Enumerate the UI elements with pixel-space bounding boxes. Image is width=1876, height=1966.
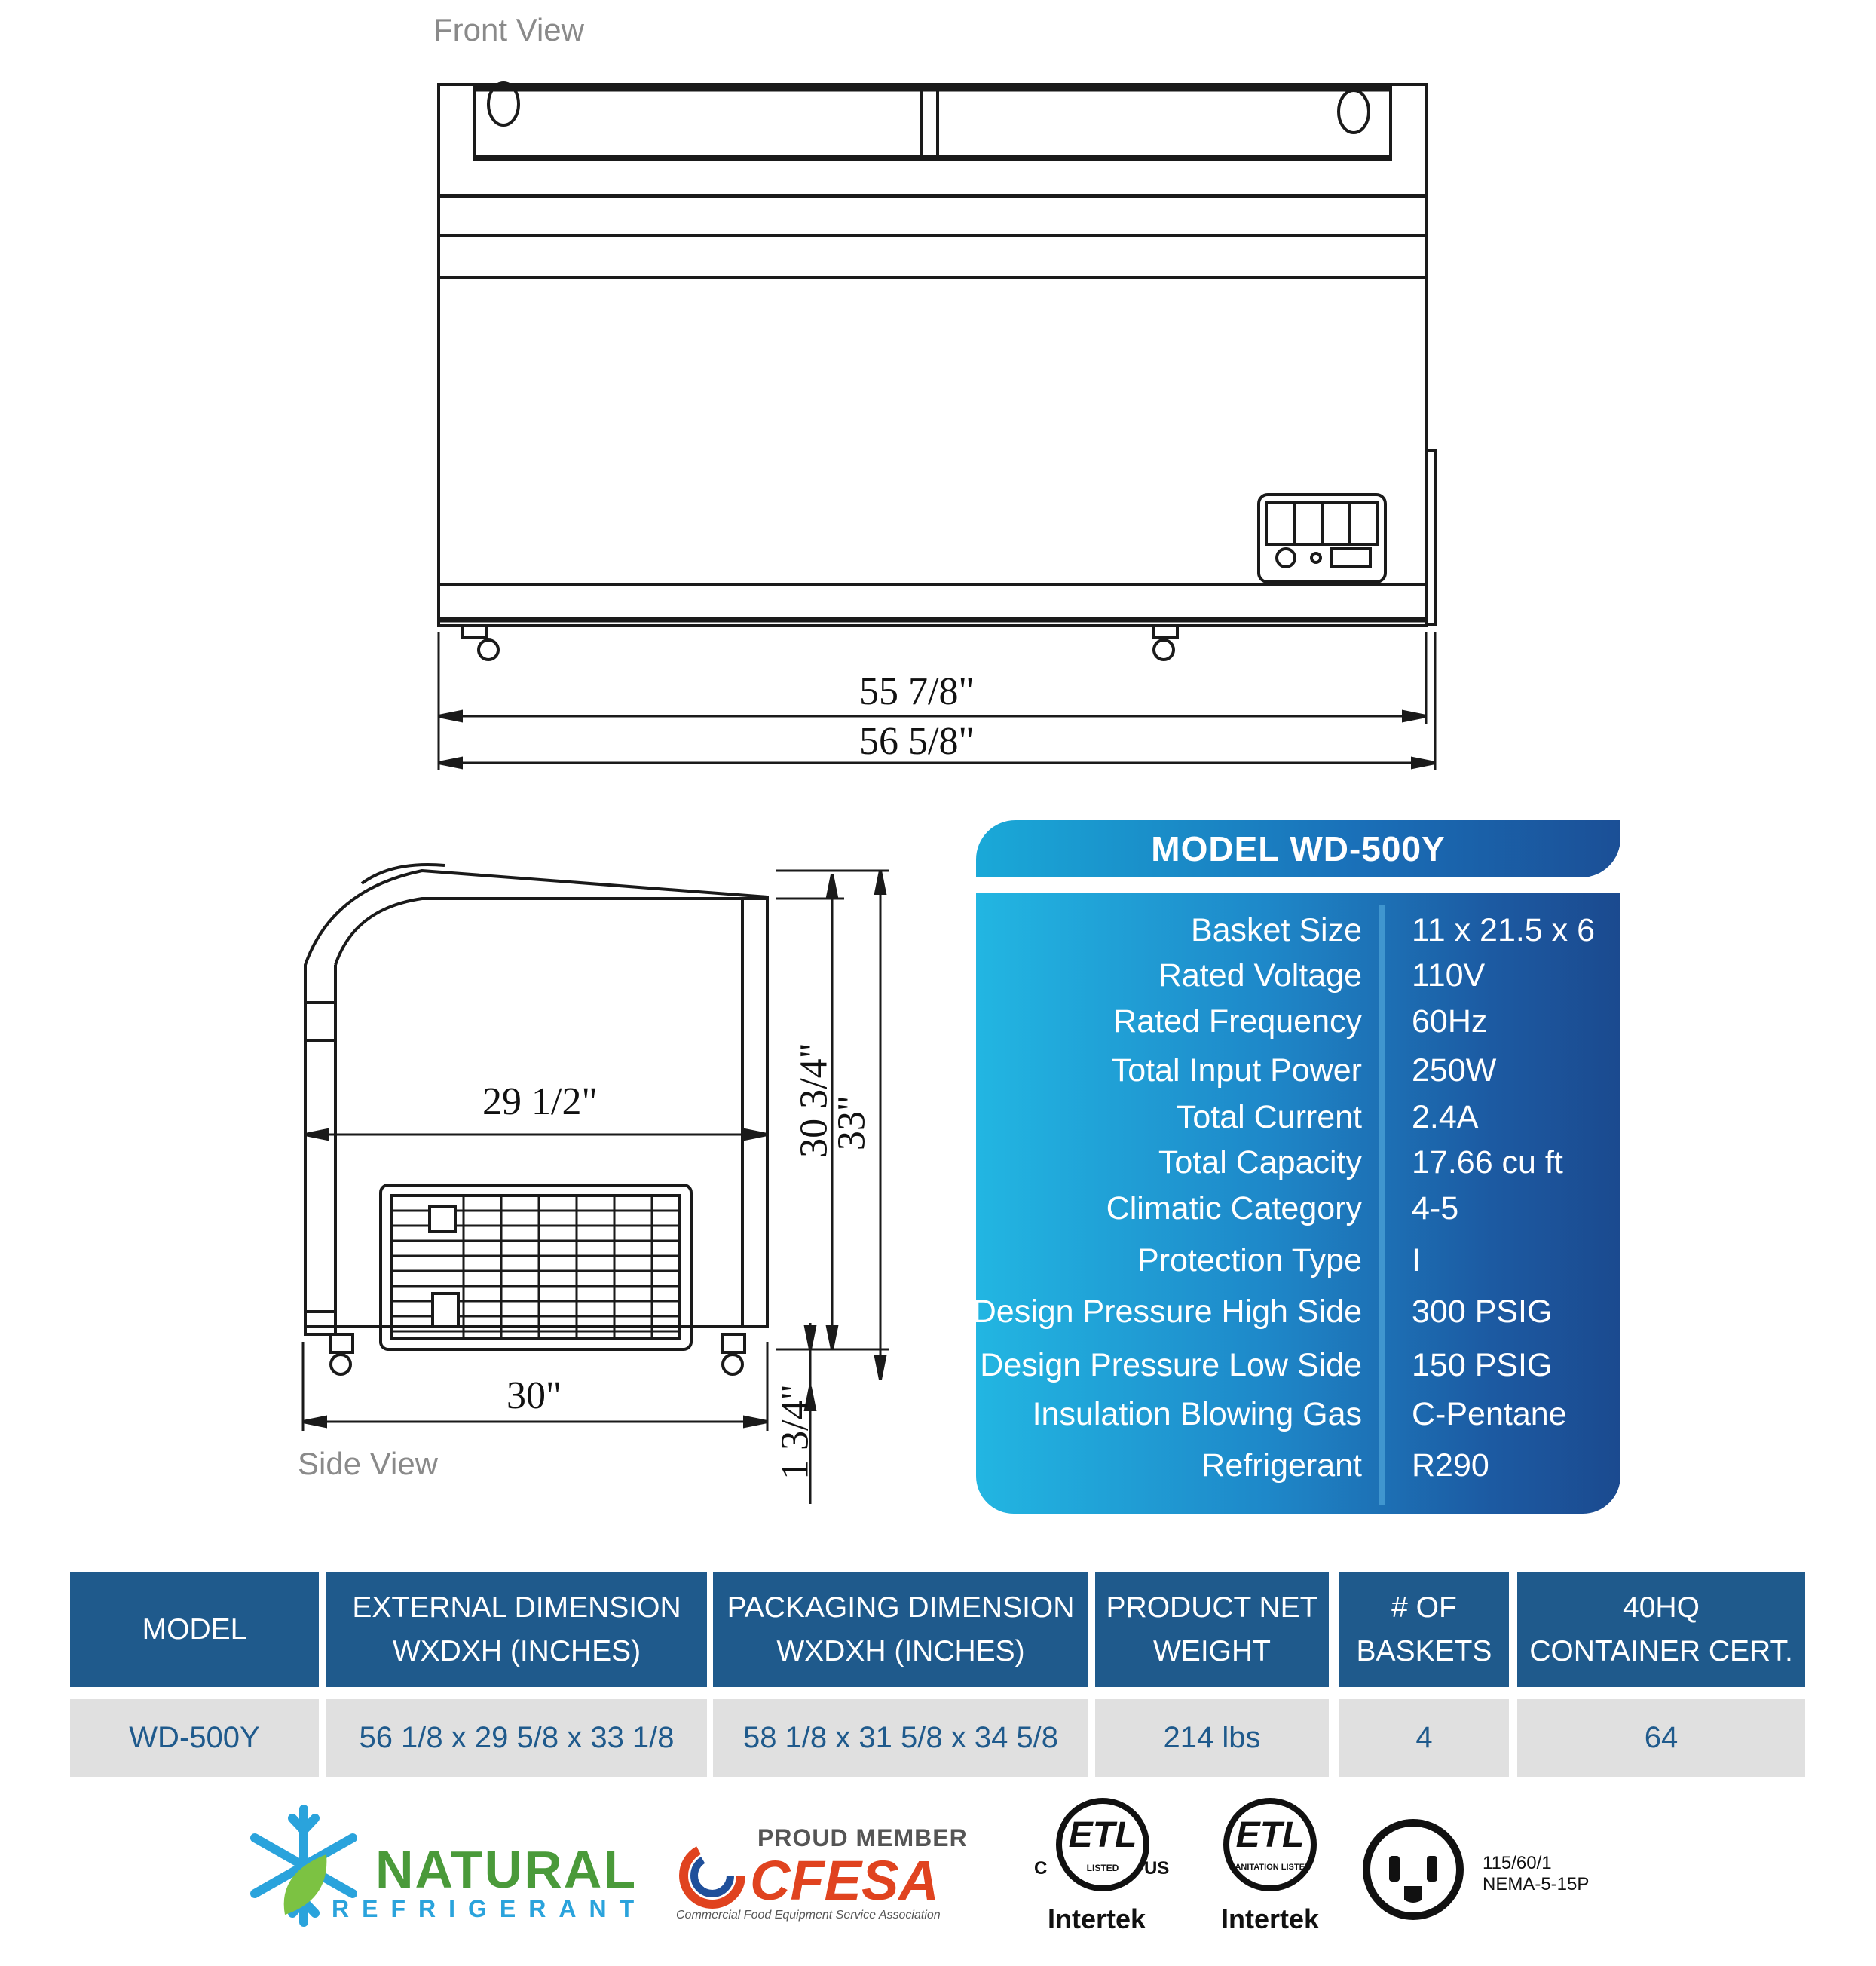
- spec-value: I: [1412, 1242, 1421, 1279]
- outlet-icon: [1360, 1817, 1466, 1922]
- side-view-label: Side View: [298, 1446, 439, 1481]
- etl-sanitation-mark-text: ETL: [1235, 1815, 1305, 1855]
- front-inner-width-label: 55 7/8": [859, 670, 975, 713]
- table-header-external: [326, 1572, 707, 1687]
- plug-rating-text: 115/60/1: [1483, 1853, 1552, 1873]
- front-view-label: Front View: [433, 12, 584, 47]
- spec-value: R290: [1412, 1447, 1489, 1484]
- spec-label: Total Capacity: [1158, 1144, 1362, 1181]
- spec-label: Basket Size: [1190, 912, 1362, 948]
- spec-row: [972, 1294, 1620, 1339]
- side-height-inner-label: 30 3/4": [792, 1043, 836, 1158]
- nema-plug-logo: [1360, 1817, 1617, 1930]
- table-header-text: BASKETS: [1356, 1635, 1492, 1667]
- table-header-text: WEIGHT: [1153, 1635, 1271, 1667]
- spec-row: [976, 1242, 1620, 1288]
- table-header-model: [70, 1572, 319, 1687]
- table-header-text: WXDXH (INCHES): [776, 1635, 1025, 1667]
- spec-title: MODEL WD-500Y: [1151, 829, 1446, 868]
- spec-row: [976, 1447, 1620, 1493]
- spec-label: Total Current: [1176, 1099, 1362, 1135]
- spec-value: 4-5: [1412, 1190, 1459, 1226]
- spec-label: Total Input Power: [1111, 1052, 1362, 1089]
- spec-row: [976, 957, 1620, 1003]
- table-header-text: CONTAINER CERT.: [1529, 1635, 1793, 1667]
- spec-row: [976, 1052, 1620, 1098]
- spec-label: Climatic Category: [1106, 1190, 1362, 1226]
- spec-panel: [972, 893, 1620, 1514]
- cfesa-main-text: CFESA: [750, 1849, 939, 1912]
- table-cell-model: WD-500Y: [70, 1699, 319, 1777]
- natural-text: NATURAL: [375, 1840, 638, 1899]
- natural-refrigerant-logo: [240, 1802, 647, 1930]
- etl-c-text: C: [1034, 1858, 1048, 1879]
- spec-label: Refrigerant: [1201, 1447, 1362, 1484]
- spec-row: [976, 912, 1620, 957]
- spec-row: [976, 1347, 1620, 1392]
- table-cell-baskets: 4: [1339, 1699, 1509, 1777]
- spec-value: 150 PSIG: [1412, 1347, 1553, 1383]
- spec-row: [976, 1396, 1620, 1441]
- spec-panel-header: [976, 820, 1620, 877]
- cfesa-swirl-icon: [675, 1838, 750, 1913]
- table-cell-external: 56 1/8 x 29 5/8 x 33 1/8: [326, 1699, 707, 1777]
- spec-value: 110V: [1412, 957, 1486, 994]
- table-header-text: EXTERNAL DIMENSION: [352, 1591, 681, 1624]
- spec-value: 2.4A: [1412, 1099, 1479, 1135]
- intertek-text: Intertek: [1221, 1903, 1320, 1934]
- front-view-drawing: [439, 83, 1435, 770]
- spec-row: [976, 1190, 1620, 1236]
- spec-value: 250W: [1412, 1052, 1497, 1089]
- etl-listed-logo: [1031, 1798, 1174, 1941]
- etl-sanitation-text: SANITATION LISTED: [1229, 1863, 1311, 1872]
- cfesa-logo: [675, 1824, 991, 1930]
- side-height-outer-label: 33": [830, 1095, 874, 1151]
- etl-sanitation-logo: [1206, 1798, 1334, 1941]
- table-header-text: # OF: [1391, 1591, 1457, 1624]
- table-header-packaging: [713, 1572, 1088, 1687]
- intertek-text: Intertek: [1048, 1903, 1146, 1934]
- table-header-weight: [1095, 1572, 1329, 1687]
- spec-label: Design Pressure Low Side: [980, 1347, 1362, 1383]
- table-header-text: WXDXH (INCHES): [392, 1635, 641, 1667]
- spec-row: [976, 1003, 1620, 1049]
- table-header-text: 40HQ: [1623, 1591, 1700, 1624]
- plug-type-text: NEMA-5-15P: [1483, 1874, 1590, 1894]
- table-cell-weight: 214 lbs: [1095, 1699, 1329, 1777]
- table-header-text: PRODUCT NET: [1106, 1591, 1318, 1624]
- table-cell-container: 64: [1517, 1699, 1805, 1777]
- spec-row: [976, 1144, 1620, 1190]
- table-header-text: PACKAGING DIMENSION: [727, 1591, 1075, 1624]
- table-header-container: [1517, 1572, 1805, 1687]
- etl-listed-text: LISTED: [1086, 1863, 1119, 1873]
- spec-label: Insulation Blowing Gas: [1032, 1396, 1362, 1432]
- spec-value: 17.66 cu ft: [1412, 1144, 1563, 1181]
- cfesa-sub-text: Commercial Food Equipment Service Association: [676, 1909, 941, 1922]
- spec-label: Design Pressure High Side: [972, 1294, 1362, 1330]
- spec-value: 60Hz: [1412, 1003, 1488, 1040]
- cfesa-top-text: PROUD MEMBER: [757, 1824, 968, 1851]
- side-depth-top-label: 29 1/2": [482, 1080, 598, 1123]
- spec-label: Rated Voltage: [1158, 957, 1362, 994]
- front-outer-width-label: 56 5/8": [859, 720, 975, 763]
- side-depth-bottom-label: 30": [506, 1374, 562, 1417]
- etl-mark-text: ETL: [1068, 1815, 1137, 1855]
- side-leg-height-label: 1 3/4": [773, 1384, 817, 1480]
- spec-value: 11 x 21.5 x 6: [1412, 912, 1596, 948]
- refrigerant-text: REFRIGERANT: [332, 1895, 647, 1922]
- spec-value: C-Pentane: [1412, 1396, 1567, 1432]
- etl-us-text: US: [1144, 1858, 1170, 1879]
- table-cell-packaging: 58 1/8 x 31 5/8 x 34 5/8: [713, 1699, 1088, 1777]
- table-header-baskets: [1339, 1572, 1509, 1687]
- spec-row: [976, 1099, 1620, 1144]
- spec-label: Protection Type: [1137, 1242, 1362, 1279]
- spec-label: Rated Frequency: [1113, 1003, 1362, 1040]
- spec-value: 300 PSIG: [1412, 1294, 1553, 1330]
- table-header-text: MODEL: [142, 1613, 247, 1646]
